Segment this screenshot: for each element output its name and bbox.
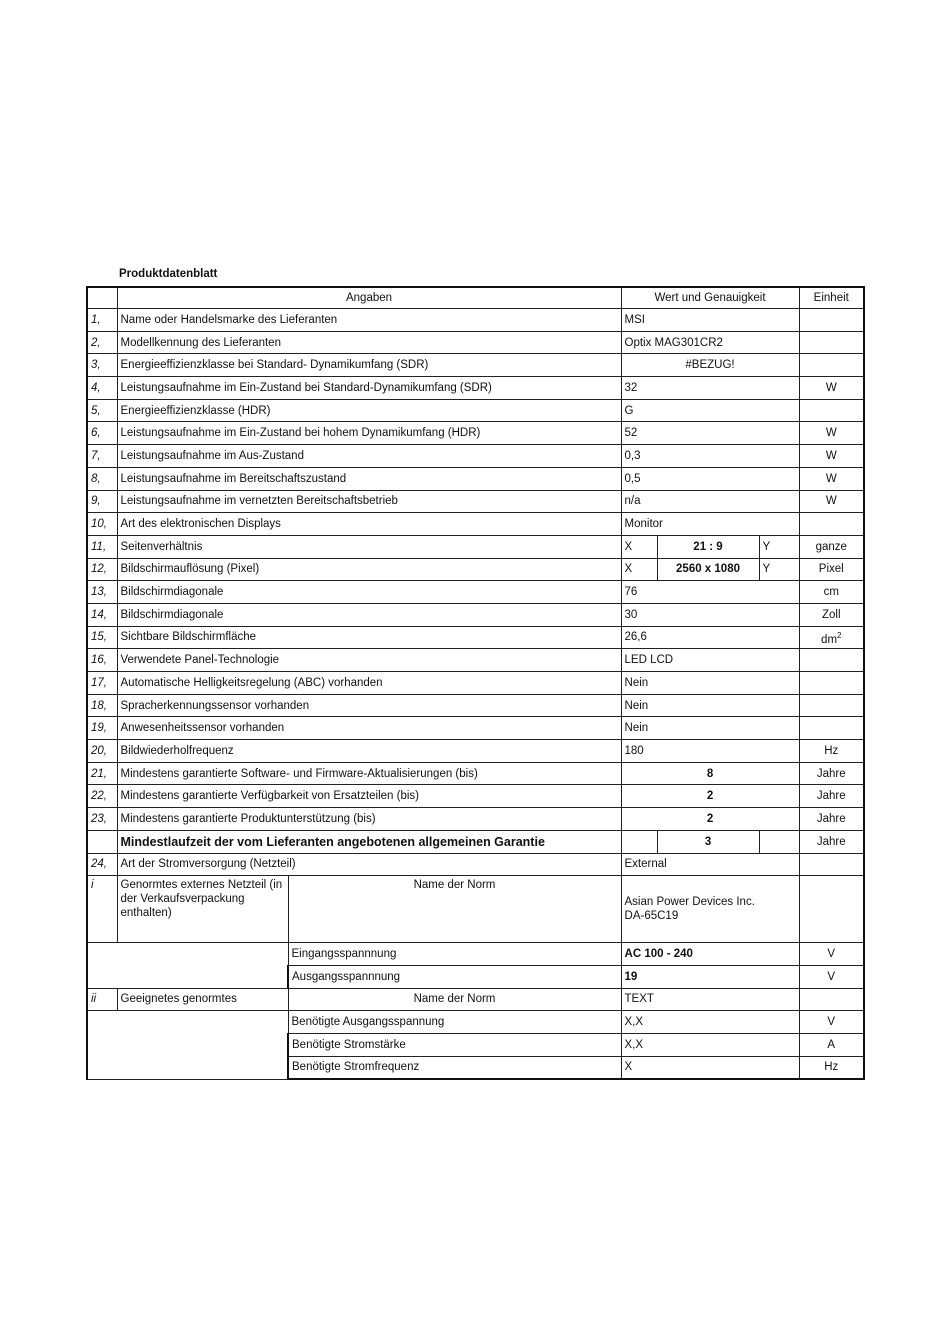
row-value: 0,5 <box>621 467 799 490</box>
row-unit-exponent: 2 <box>837 630 842 640</box>
row-unit-base: dm <box>821 633 838 646</box>
row-number: 2, <box>87 331 117 354</box>
row-label: Energieeffizienzklasse bei Standard- Dynamikumfang (SDR) <box>117 354 621 377</box>
row-label: Name oder Handelsmarke des Lieferanten <box>117 309 621 332</box>
row-number: 17, <box>87 672 117 695</box>
row-value: 3 <box>657 830 759 853</box>
output-voltage-value: 19 <box>621 965 799 988</box>
header-angaben: Angaben <box>117 287 621 309</box>
row-number: 11, <box>87 535 117 558</box>
row-value: 21 : 9 <box>657 535 759 558</box>
row-label: Energieeffizienzklasse (HDR) <box>117 399 621 422</box>
row-value: 26,6 <box>621 626 799 649</box>
table-row <box>87 581 864 604</box>
norm-value-line1: Asian Power Devices Inc. <box>624 896 755 909</box>
header-num-cell <box>87 287 117 309</box>
header-einheit: Einheit <box>799 287 864 309</box>
row-number: 5, <box>87 399 117 422</box>
req-current-unit: A <box>799 1033 864 1056</box>
row-number: i <box>87 876 117 943</box>
table-row-warranty <box>87 830 864 853</box>
table-row <box>87 603 864 626</box>
row-label: Sichtbare Bildschirmfläche <box>117 626 621 649</box>
table-row <box>87 762 864 785</box>
row-number: 10, <box>87 513 117 536</box>
row-unit: W <box>799 445 864 468</box>
row-unit <box>799 672 864 695</box>
row-value: 76 <box>621 581 799 604</box>
row-label: Seitenverhältnis <box>117 535 621 558</box>
table-row <box>87 309 864 332</box>
row-value: 2 <box>621 785 799 808</box>
row-number: 4, <box>87 377 117 400</box>
row-value: n/a <box>621 490 799 513</box>
row-y-marker: Y <box>759 535 799 558</box>
table-row <box>87 467 864 490</box>
row-unit <box>799 649 864 672</box>
row-unit <box>799 876 864 943</box>
row-label: Modellkennung des Lieferanten <box>117 331 621 354</box>
psu-input-row <box>87 943 864 966</box>
row-number: 21, <box>87 762 117 785</box>
table-row <box>87 717 864 740</box>
psu-row-i <box>87 876 864 943</box>
req-current-value: X,X <box>621 1033 799 1056</box>
psu-row-ii <box>87 988 864 1011</box>
norm-value-line2: DA-65C19 <box>624 910 679 923</box>
page-title: Produktdatenblatt <box>119 268 218 280</box>
row-label: Leistungsaufnahme im vernetzten Bereitschaftsbetrieb <box>117 490 621 513</box>
row-number: 14, <box>87 603 117 626</box>
row-label: Art der Stromversorgung (Netzteil) <box>117 853 621 876</box>
row-value: External <box>621 853 799 876</box>
row-label: Leistungsaufnahme im Ein-Zustand bei Standard-Dynamikumfang (SDR) <box>117 377 621 400</box>
row-unit: cm <box>799 581 864 604</box>
table-row <box>87 513 864 536</box>
row-number: 18, <box>87 694 117 717</box>
row-number: 23, <box>87 808 117 831</box>
row-number: 13, <box>87 581 117 604</box>
table-row <box>87 694 864 717</box>
table-row <box>87 354 864 377</box>
table-row <box>87 490 864 513</box>
row-label: Art des elektronischen Displays <box>117 513 621 536</box>
input-voltage-unit: V <box>799 943 864 966</box>
row-unit <box>799 853 864 876</box>
row-label: Verwendete Panel-Technologie <box>117 649 621 672</box>
row-unit: Jahre <box>799 785 864 808</box>
row-unit: W <box>799 490 864 513</box>
row-value: Nein <box>621 672 799 695</box>
req-current-label: Benötigte Stromstärke <box>288 1033 621 1056</box>
row-number: 19, <box>87 717 117 740</box>
row-value-spacer <box>621 830 657 853</box>
row-label: Mindestens garantierte Produktunterstützung (bis) <box>117 808 621 831</box>
row-label: Leistungsaufnahme im Bereitschaftszustand <box>117 467 621 490</box>
table-row <box>87 445 864 468</box>
row-label: Spracherkennungssensor vorhanden <box>117 694 621 717</box>
output-voltage-unit: V <box>799 965 864 988</box>
table-row <box>87 808 864 831</box>
table-row <box>87 626 864 649</box>
row-label: Automatische Helligkeitsregelung (ABC) vorhanden <box>117 672 621 695</box>
row-value: 30 <box>621 603 799 626</box>
req-freq-value: X <box>621 1056 799 1079</box>
req-freq-label: Benötigte Stromfrequenz <box>288 1056 621 1079</box>
psu-label-i: Genormtes externes Netzteil (in der Verkaufsverpackung enthalten) <box>117 876 288 943</box>
row-unit: Jahre <box>799 808 864 831</box>
psu-label-ii: Geeignetes genormtes <box>117 988 288 1011</box>
table-header-row <box>87 287 864 309</box>
row-x-marker: X <box>621 535 657 558</box>
row-unit <box>799 331 864 354</box>
req-voltage-unit: V <box>799 1011 864 1034</box>
row-label: Bildschirmauflösung (Pixel) <box>117 558 621 581</box>
row-unit: Pixel <box>799 558 864 581</box>
row-unit: W <box>799 467 864 490</box>
row-value: G <box>621 399 799 422</box>
row-unit <box>799 717 864 740</box>
req-voltage-label: Benötigte Ausgangsspannung <box>288 1011 621 1034</box>
row-unit <box>799 354 864 377</box>
row-unit <box>799 309 864 332</box>
row-unit <box>799 513 864 536</box>
row-unit <box>799 626 864 649</box>
row-unit <box>799 988 864 1011</box>
row-value: Nein <box>621 694 799 717</box>
row-value: 2560 x 1080 <box>657 558 759 581</box>
table-row <box>87 331 864 354</box>
row-number: 20, <box>87 740 117 763</box>
row-label: Bildschirmdiagonale <box>117 581 621 604</box>
row-label: Bildwiederholfrequenz <box>117 740 621 763</box>
norm-value-ii: TEXT <box>621 988 799 1011</box>
product-data-table <box>86 286 865 1080</box>
table-row <box>87 853 864 876</box>
norm-value-i <box>621 876 799 943</box>
row-value: 52 <box>621 422 799 445</box>
row-number: 1, <box>87 309 117 332</box>
row-unit: Jahre <box>799 762 864 785</box>
row-value: 0,3 <box>621 445 799 468</box>
table-row <box>87 740 864 763</box>
row-number: 8, <box>87 467 117 490</box>
row-value: 8 <box>621 762 799 785</box>
row-value: #BEZUG! <box>621 354 799 377</box>
row-value: Nein <box>621 717 799 740</box>
input-voltage-value: AC 100 - 240 <box>621 943 799 966</box>
row-label: Mindestlaufzeit der vom Lieferanten angebotenen allgemeinen Garantie <box>117 830 621 853</box>
row-value: Optix MAG301CR2 <box>621 331 799 354</box>
row-number: 15, <box>87 626 117 649</box>
row-label: Leistungsaufnahme im Aus-Zustand <box>117 445 621 468</box>
row-number: 9, <box>87 490 117 513</box>
row-number: 22, <box>87 785 117 808</box>
row-value: MSI <box>621 309 799 332</box>
norm-label-ii: Name der Norm <box>288 988 621 1011</box>
table-row <box>87 399 864 422</box>
row-number: ii <box>87 988 117 1011</box>
row-label: Bildschirmdiagonale <box>117 603 621 626</box>
table-row <box>87 377 864 400</box>
row-label: Mindestens garantierte Verfügbarkeit von Ersatzteilen (bis) <box>117 785 621 808</box>
row-value: LED LCD <box>621 649 799 672</box>
row-unit: Jahre <box>799 830 864 853</box>
row-unit: Hz <box>799 740 864 763</box>
table-row <box>87 558 864 581</box>
row-value: Monitor <box>621 513 799 536</box>
row-value: 2 <box>621 808 799 831</box>
row-unit <box>799 694 864 717</box>
req-freq-unit: Hz <box>799 1056 864 1079</box>
row-number: 6, <box>87 422 117 445</box>
row-label: Anwesenheitssensor vorhanden <box>117 717 621 740</box>
row-number: 24, <box>87 853 117 876</box>
row-unit: Zoll <box>799 603 864 626</box>
row-unit: ganze <box>799 535 864 558</box>
psu-blank-cell <box>87 943 288 988</box>
row-unit: W <box>799 422 864 445</box>
row-value: 32 <box>621 377 799 400</box>
psu-req-voltage-row <box>87 1011 864 1034</box>
table-row <box>87 535 864 558</box>
row-unit: W <box>799 377 864 400</box>
row-number <box>87 830 117 853</box>
row-value: 180 <box>621 740 799 763</box>
table-row <box>87 672 864 695</box>
row-number: 12, <box>87 558 117 581</box>
header-wert: Wert und Genauigkeit <box>621 287 799 309</box>
psu-blank-cell <box>87 1011 288 1080</box>
row-label: Leistungsaufnahme im Ein-Zustand bei hohem Dynamikumfang (HDR) <box>117 422 621 445</box>
norm-label-i: Name der Norm <box>288 876 621 943</box>
row-value-spacer <box>759 830 799 853</box>
row-number: 7, <box>87 445 117 468</box>
row-number: 3, <box>87 354 117 377</box>
output-voltage-label: Ausgangsspannnung <box>288 965 621 988</box>
table-row <box>87 422 864 445</box>
table-row <box>87 649 864 672</box>
row-label: Mindestens garantierte Software- und Firmware-Aktualisierungen (bis) <box>117 762 621 785</box>
row-y-marker: Y <box>759 558 799 581</box>
table-row <box>87 785 864 808</box>
row-x-marker: X <box>621 558 657 581</box>
row-number: 16, <box>87 649 117 672</box>
row-unit <box>799 399 864 422</box>
input-voltage-label: Eingangsspannnung <box>288 943 621 966</box>
req-voltage-value: X,X <box>621 1011 799 1034</box>
